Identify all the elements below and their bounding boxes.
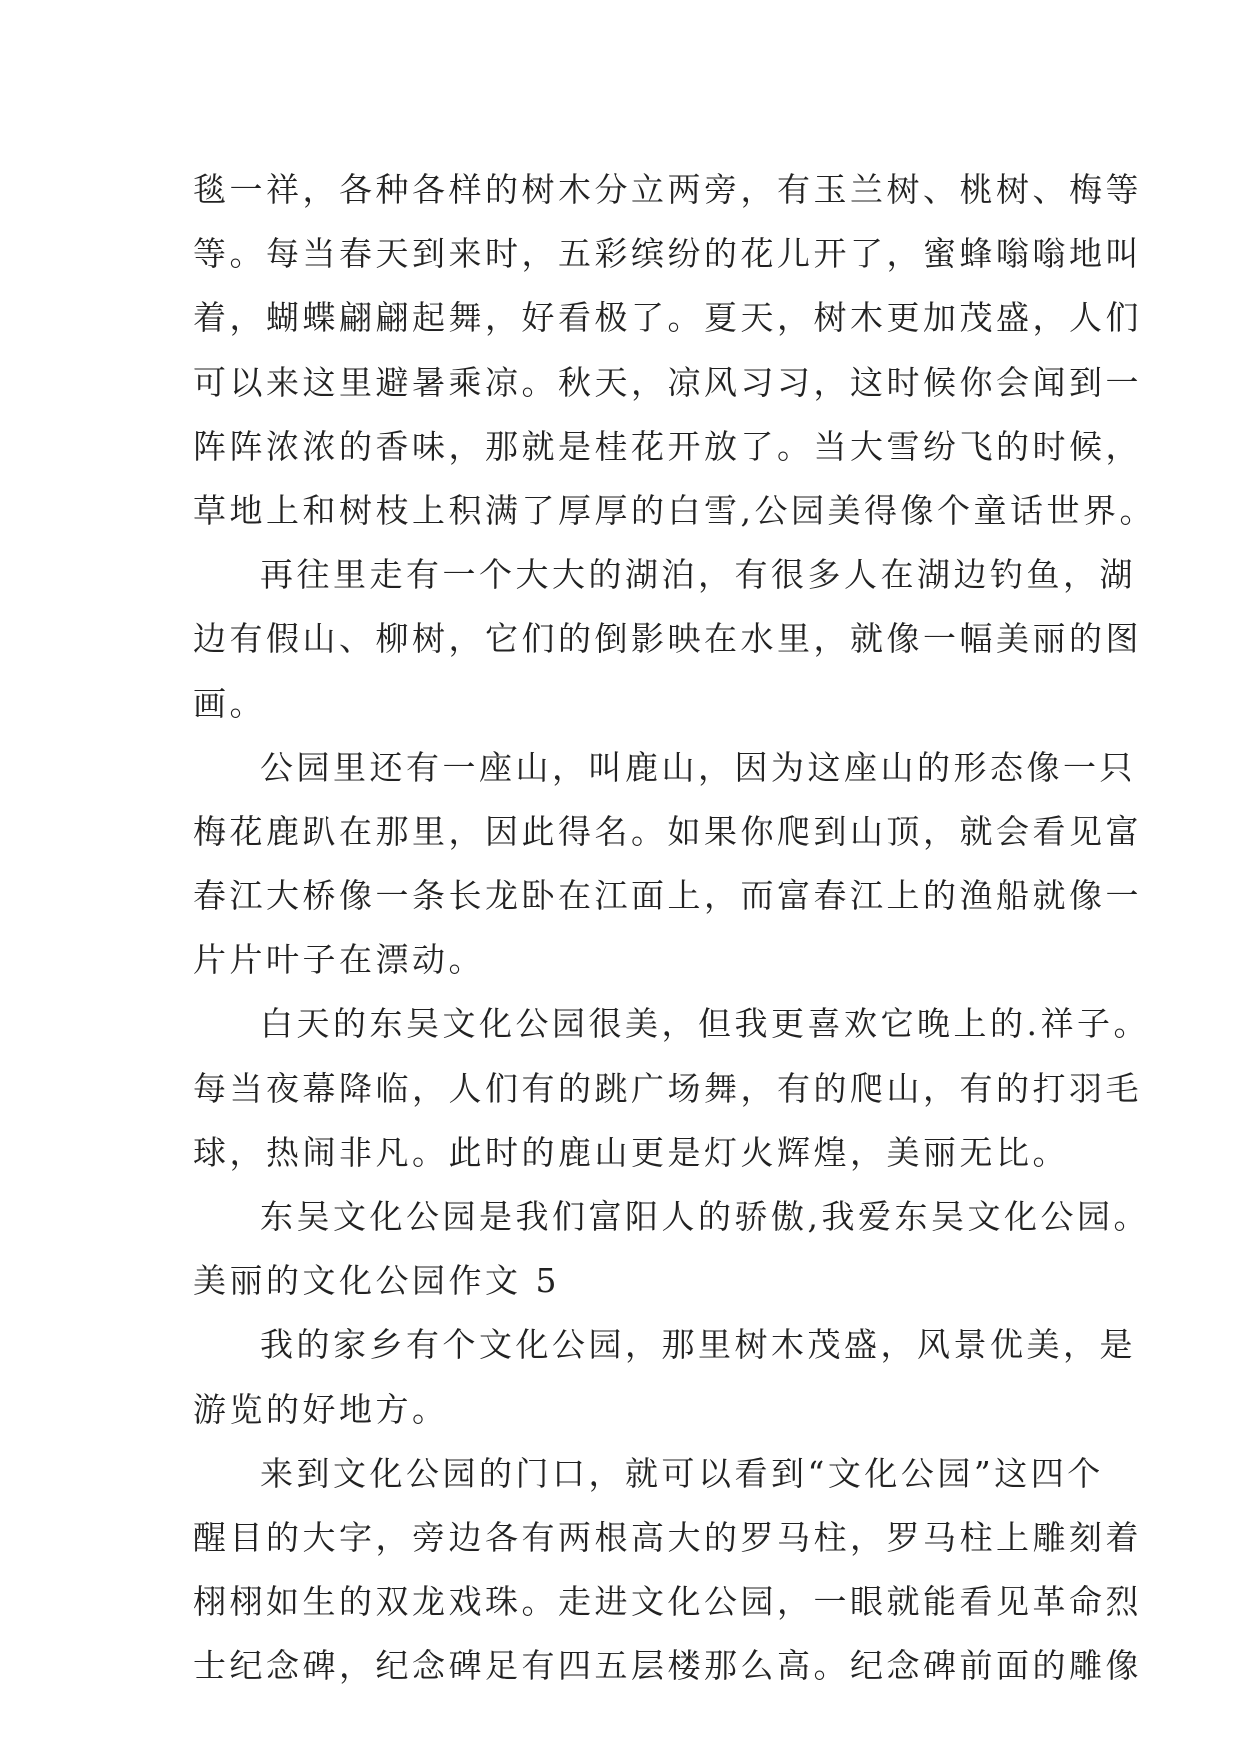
paragraph-start-line: 再往里走有一个大大的湖泊，有很多人在湖边钓鱼，湖	[260, 555, 1136, 595]
paragraph-start-line: 我的家乡有个文化公园，那里树木茂盛，风景优美，是	[260, 1325, 1136, 1365]
text-line: 球，热闹非凡。此时的鹿山更是灯火辉煌，美丽无比。	[193, 1132, 1069, 1172]
text-line: 士纪念碑，纪念碑足有四五层楼那么高。纪念碑前面的雕像	[193, 1646, 1142, 1686]
text-line: 等。每当春天到来时，五彩缤纷的花儿开了，蜜蜂嗡嗡地叫	[193, 234, 1142, 274]
essay-body	[193, 158, 1156, 1699]
paragraph-start-line: 东吴文化公园是我们富阳人的骄傲,我爱东吴文化公园。	[260, 1197, 1150, 1236]
essay-title: 美丽的文化公园作文 5	[193, 1261, 560, 1301]
text-line: 每当夜幕降临，人们有的跳广场舞，有的爬山，有的打羽毛	[193, 1068, 1142, 1108]
text-line: 阵阵浓浓的香味，那就是桂花开放了。当大雪纷飞的时候，	[193, 426, 1142, 466]
text-line: 游览的好地方。	[193, 1389, 449, 1429]
paragraph-start-line: 白天的东吴文化公园很美，但我更喜欢它晚上的.祥子。	[260, 1004, 1150, 1044]
text-line: 梅花鹿趴在那里，因此得名。如果你爬到山顶，就会看见富	[193, 811, 1142, 851]
text-line: 醒目的大字，旁边各有两根高大的罗马柱，罗马柱上雕刻着	[193, 1517, 1142, 1557]
text-line: 可以来这里避暑乘凉。秋天，凉风习习，这时候你会闻到一	[193, 362, 1142, 402]
text-line: 毯一祥，各种各样的树木分立两旁，有玉兰树、桃树、梅等	[193, 170, 1142, 209]
text-line: 着，蝴蝶翩翩起舞，好看极了。夏天，树木更加茂盛，人们	[193, 298, 1142, 338]
text-line: 画。	[193, 683, 266, 723]
text-line: 栩栩如生的双龙戏珠。走进文化公园，一眼就能看见革命烈	[193, 1582, 1142, 1622]
paragraph-start-line: 公园里还有一座山，叫鹿山，因为这座山的形态像一只	[260, 747, 1136, 787]
text-line: 草地上和树枝上积满了厚厚的白雪,公园美得像个童话世界。	[193, 490, 1156, 530]
text-line: 春江大桥像一条长龙卧在江面上，而富春江上的渔船就像一	[193, 876, 1142, 916]
paragraph-start-line: 来到文化公园的门口，就可以看到“文化公园”这四个	[260, 1453, 1104, 1493]
text-line: 片片叶子在漂动。	[193, 940, 485, 980]
text-line: 边有假山、柳树，它们的倒影映在水里，就像一幅美丽的图	[193, 619, 1142, 659]
